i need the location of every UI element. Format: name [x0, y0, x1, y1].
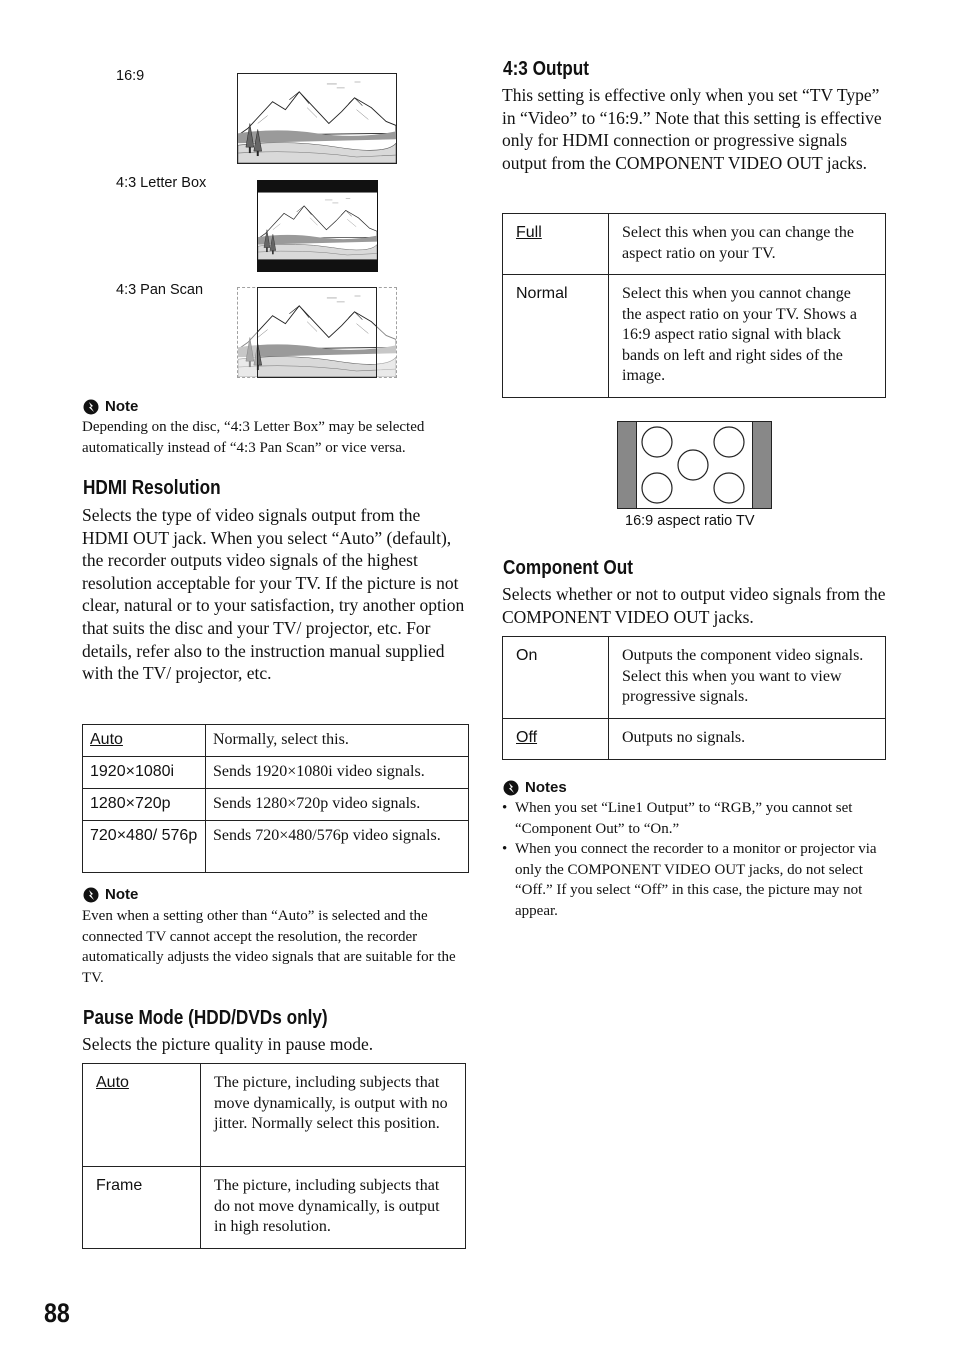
- note-heading: Note: [83, 398, 138, 415]
- aspect-letterbox-illustration: [257, 180, 378, 272]
- figure-caption: 16:9 aspect ratio TV: [625, 513, 755, 529]
- output43-options-table: [502, 213, 886, 398]
- list-item: • When you set “Line1 Output” to “RGB,” you cannot set “Component Out” to “On.”: [502, 798, 882, 839]
- table-row: [83, 1064, 466, 1167]
- note-icon: [83, 399, 99, 415]
- component-options-table: [502, 636, 886, 760]
- circles-pattern: [636, 422, 753, 508]
- note-heading: Note: [83, 886, 138, 903]
- option-key: On: [503, 637, 609, 719]
- option-key: Frame: [83, 1167, 201, 1249]
- output43-description: This setting is effective only when you set “TV Type” in “Video” to “16:9.” Note that this setting is effective only for HDMI connection or progressive signals output from the COMPONENT VIDEO OUT jacks.: [502, 85, 882, 173]
- aspect-16-9-illustration: [237, 73, 397, 164]
- notes-heading: Notes: [503, 779, 567, 796]
- note-icon: [503, 780, 519, 796]
- aspect-panscan-crop: [257, 287, 377, 378]
- note-icon: [83, 887, 99, 903]
- option-key: Full: [516, 224, 542, 241]
- option-key: 720×480/ 576p: [83, 821, 206, 873]
- option-key: Auto: [96, 1074, 129, 1091]
- note-text: Even when a setting other than “Auto” is selected and the connected TV cannot accept the resolution, the recorder automatically adjusts the video signals that are suitable for the TV.: [82, 908, 456, 986]
- black-band-left: [618, 422, 637, 508]
- table-row: [503, 719, 886, 760]
- table-row: [503, 275, 886, 398]
- table-row: [83, 757, 469, 789]
- option-description: Select this when you cannot change the aspect ratio on your TV. Shows a 16:9 aspect ratio signal with black bands on left and right sides of the image.: [609, 275, 886, 398]
- page-number: 88: [44, 1298, 70, 1328]
- option-key: 1280×720p: [83, 789, 206, 821]
- hdmi-description: Selects the type of video signals output from the HDMI OUT jack. When you select “Auto” (default), the recorder outputs video signals of the highest resolution acceptable for your TV. If the picture is not clear, natural or to your satisfaction, try another option that suits the disc and your TV/ projector, etc. For details, refer also to the instruction manual supplied with the TV/ projector, etc.: [82, 505, 465, 684]
- option-key: 1920×1080i: [83, 757, 206, 789]
- option-description: The picture, including subjects that move dynamically, is output with no jitter. Normally select this position.: [201, 1064, 466, 1167]
- section-heading-hdmi: HDMI Resolution: [83, 477, 221, 499]
- aspect-label-panscan: 4:3 Pan Scan: [116, 282, 204, 298]
- option-description: Sends 1920×1080i video signals.: [206, 757, 469, 789]
- option-key: Normal: [503, 275, 609, 398]
- option-description: Outputs no signals.: [609, 719, 886, 760]
- hdmi-options-table: [82, 724, 469, 873]
- pause-description: Selects the picture quality in pause mode.: [82, 1034, 374, 1054]
- option-description: Outputs the component video signals. Select this when you want to view progressive signals.: [609, 637, 886, 719]
- option-key: Off: [516, 729, 538, 746]
- table-row: [83, 821, 469, 873]
- aspect-label-letterbox: 4:3 Letter Box: [116, 175, 207, 191]
- table-row: [503, 637, 886, 719]
- section-heading-pause-mode: Pause Mode (HDD/DVDs only): [83, 1007, 328, 1029]
- option-description: Select this when you can change the aspect ratio on your TV.: [609, 214, 886, 275]
- option-key: Auto: [90, 731, 123, 748]
- section-heading-component-out: Component Out: [503, 557, 633, 579]
- table-row: [83, 725, 469, 757]
- list-item: • When you connect the recorder to a monitor or projector via only the COMPONENT VIDEO OUT jacks, do not select “Off.” If you select “Off” in this case, the picture may not appear.: [502, 839, 882, 921]
- table-row: [503, 214, 886, 275]
- pause-options-table: [82, 1063, 466, 1249]
- option-description: Sends 1280×720p video signals.: [206, 789, 469, 821]
- section-heading-43-output: 4:3 Output: [503, 58, 589, 80]
- table-row: [83, 789, 469, 821]
- component-description: Selects whether or not to output video signals from the COMPONENT VIDEO OUT jacks.: [502, 584, 886, 627]
- aspect-label-16-9: 16:9: [116, 68, 145, 84]
- note-text: Depending on the disc, “4:3 Letter Box” may be selected automatically instead of “4:3 Pan Scan” or vice versa.: [82, 419, 425, 456]
- table-row: [83, 1167, 466, 1249]
- black-band-right: [752, 422, 771, 508]
- option-description: The picture, including subjects that do not move dynamically, is output in high resolution.: [201, 1167, 466, 1249]
- notes-list: [502, 798, 882, 921]
- option-description: Sends 720×480/576p video signals.: [206, 821, 469, 873]
- aspect-ratio-tv-figure: [617, 421, 772, 509]
- option-description: Normally, select this.: [206, 725, 469, 757]
